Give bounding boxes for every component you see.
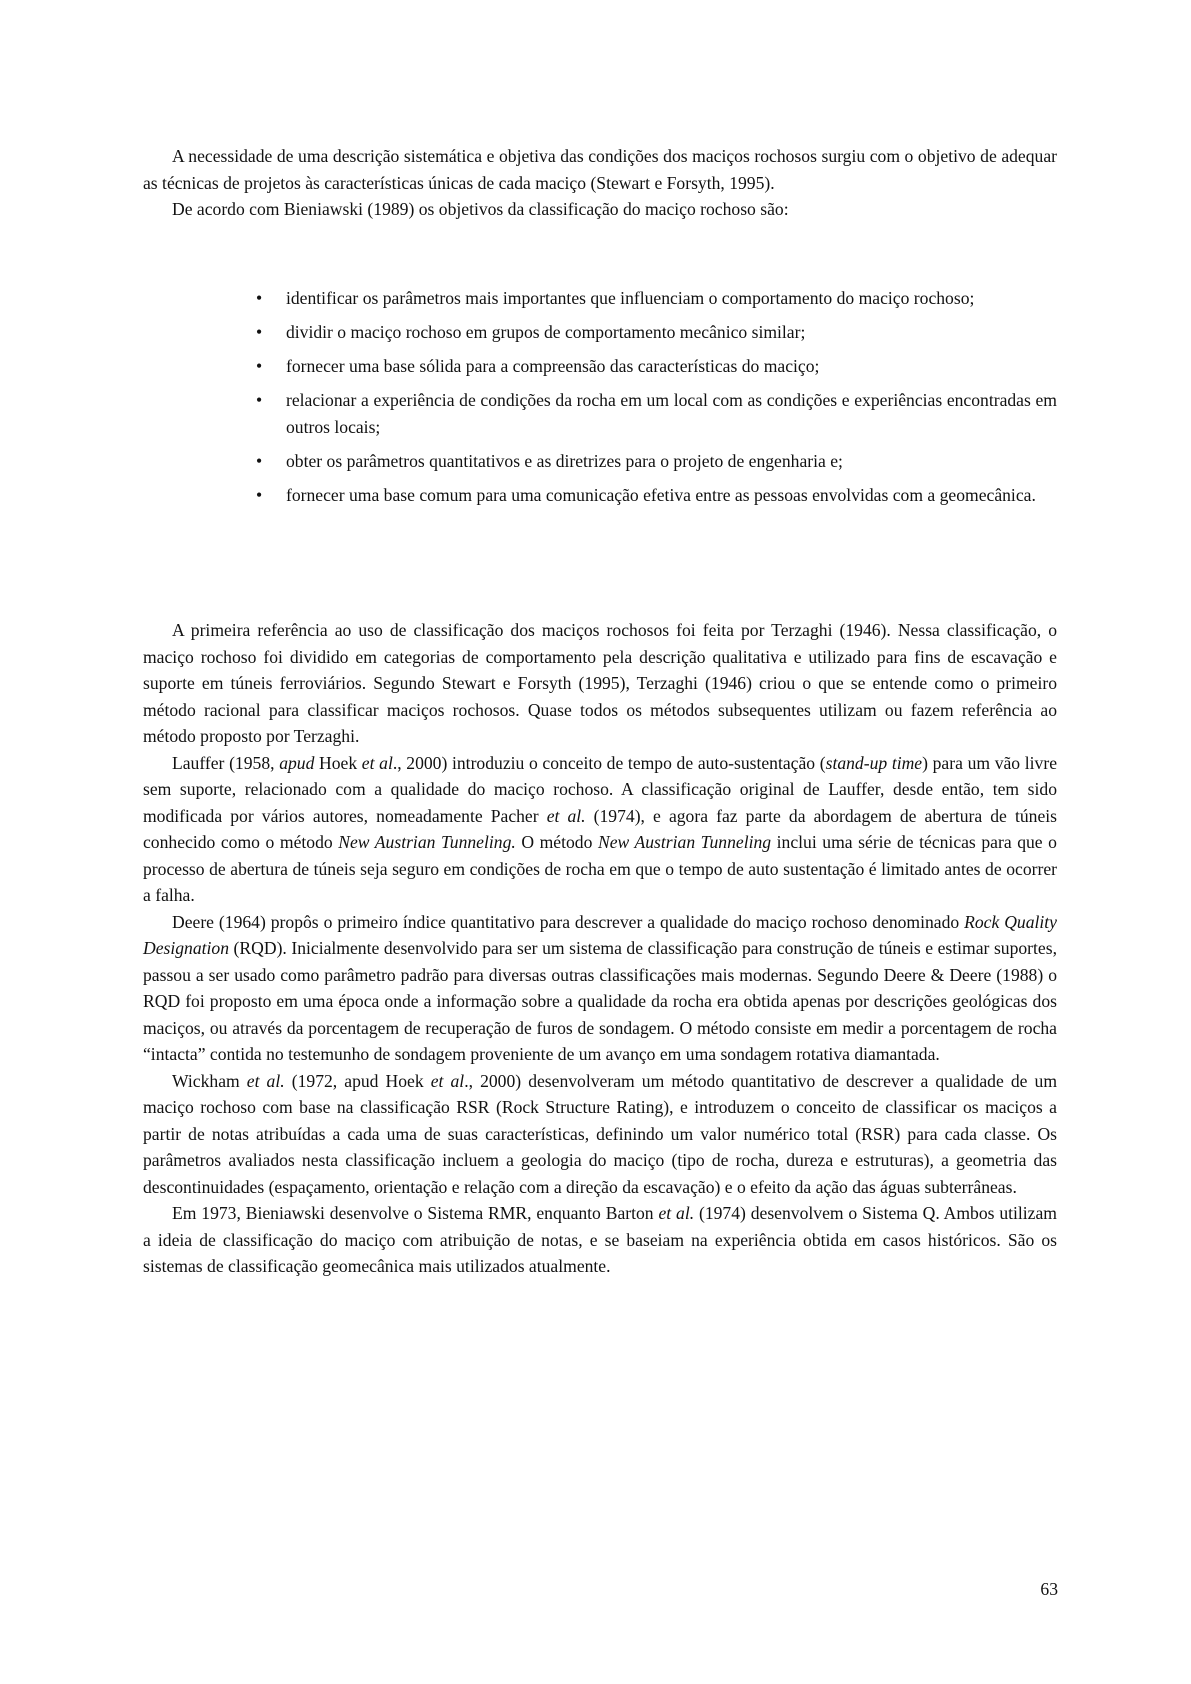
list-item <box>256 319 1057 346</box>
text-run: Deere (1964) propôs o primeiro índice quantitativo para descrever a qualidade do maciço rochoso denominado <box>172 911 965 932</box>
bullet-icon: • <box>256 322 263 342</box>
list-item-text: fornecer uma base sólida para a compreensão das características do maciço; <box>286 356 820 376</box>
deere-paragraph <box>143 909 1057 1068</box>
text-run: Em 1973, Bieniawski desenvolve o Sistema RMR, enquanto Barton <box>172 1203 659 1223</box>
bullet-icon: • <box>256 356 263 376</box>
text-run: ., 2000) desenvolveram um método quantitativo de descrever a qualidade de um maciço rochoso com base na classificação RSR (Rock Structure Rating), e introduzem o conceito de classificar os maciços a partir de notas atribuídas a cada uma de suas características, definindo um valor numérico total (RSR) para cada classe. Os parâmetros avaliados nesta classificação incluem a geologia do maciço (tipo de rocha, dureza e estruturas), a geometria das descontinuidades (espaçamento, orientação e relação com a direção da escavação) e o efeito da ação das águas subterrâneas. <box>143 1070 1058 1197</box>
text-run: Lauffer (1958, <box>172 752 280 773</box>
main-body-section <box>143 617 1057 1280</box>
text-run: inclui uma série de técnicas para que o processo de abertura de túneis seja seguro em condições de rocha em que o tempo de auto sustentação é limitado antes de ocorrer a falha. <box>143 832 1057 905</box>
list-item <box>256 285 1057 312</box>
bieniawski-barton-paragraph <box>143 1200 1057 1280</box>
italic-run: New Austrian Tunneling. <box>338 832 516 852</box>
list-item <box>256 448 1057 475</box>
italic-run: et al. <box>658 1203 695 1223</box>
italic-run: et al <box>430 1070 465 1091</box>
italic-run: et al. <box>246 1070 285 1091</box>
italic-run: et al <box>361 752 393 773</box>
italic-run: Rock Quality Designation <box>143 911 1057 958</box>
page-number: 63 <box>1040 1579 1058 1599</box>
italic-run: stand-up time <box>825 752 923 773</box>
list-item <box>256 482 1057 509</box>
text-run: Wickham <box>172 1070 247 1091</box>
text-run: Hoek <box>314 752 362 773</box>
text-run: O método <box>515 832 598 852</box>
bullet-icon: • <box>256 484 263 505</box>
italic-run: apud <box>279 752 315 773</box>
list-item-text: obter os parâmetros quantitativos e as diretrizes para o projeto de engenharia e; <box>286 450 843 471</box>
list-item <box>256 387 1057 440</box>
bullet-icon: • <box>256 288 263 308</box>
text-run: ., 2000) introduziu o conceito de tempo de auto-sustentação ( <box>392 752 826 773</box>
italic-run: New Austrian Tunneling <box>597 832 772 852</box>
bullet-icon: • <box>256 450 263 471</box>
lauffer-paragraph <box>143 750 1057 909</box>
text-run: (RQD). Inicialmente desenvolvido para ser um sistema de classificação para construção de túneis e estimar suportes, passou a ser usado como parâmetro padrão para diversas outras classificações mais modernas. Segundo Deere & Deere (1988) o RQD foi proposto em uma época onde a informação sobre a qualidade da rocha era obtida apenas por descrições geológicas dos maciços, ou através da porcentagem de recuperação de furos de sondagem. O método consiste em medir a porcentagem de rocha “intacta” contida no testemunho de sondagem proveniente de um avanço em uma sondagem rotativa diamantada. <box>143 938 1057 1064</box>
text-run: (1974), e agora faz parte da abordagem de abertura de túneis conhecido como o método <box>143 805 1057 852</box>
intro-section <box>143 143 1057 223</box>
text-run: ) para um vão livre sem suporte, relacionado com a qualidade do maciço rochoso. A classificação original de Lauffer, desde então, tem sido modificada por vários autores, nomeadamente Pacher <box>143 752 1058 826</box>
text-run: (1974) desenvolvem o Sistema Q. Ambos utilizam a ideia de classificação do maciço com atribuição de notas, e se baseiam na experiência obtida em casos históricos. São os sistemas de classificação geomecânica mais utilizados atualmente. <box>143 1203 1057 1276</box>
objectives-lead-paragraph: De acordo com Bieniawski (1989) os objetivos da classificação do maciço rochoso são: <box>172 199 789 219</box>
list-item-text: relacionar a experiência de condições da rocha em um local com as condições e experiências encontradas em outros locais; <box>286 390 1057 437</box>
bullet-icon: • <box>256 390 263 410</box>
text-run: (1972, apud Hoek <box>284 1070 431 1091</box>
objectives-list <box>256 285 1057 516</box>
list-item-text: dividir o maciço rochoso em grupos de comportamento mecânico similar; <box>286 322 806 342</box>
list-item <box>256 353 1057 380</box>
italic-run: et al. <box>546 805 586 826</box>
wickham-paragraph <box>143 1068 1057 1201</box>
terzaghi-paragraph: A primeira referência ao uso de classificação dos maciços rochosos foi feita por Terzaghi (1946). Nessa classificação, o maciço rochoso foi dividido em categorias de comportamento pela descrição qualitativa e utilizado para fins de escavação e suporte em túneis ferroviários. Segundo Stewart e Forsyth (1995), Terzaghi (1946) criou o que se entende como o primeiro método racional para classificar maciços rochosos. Quase todos os métodos subsequentes utilizam ou fazem referência ao método proposto por Terzaghi. <box>143 620 1057 746</box>
list-item-text: identificar os parâmetros mais importantes que influenciam o comportamento do maciço rochoso; <box>286 288 975 308</box>
intro-paragraph: A necessidade de uma descrição sistemática e objetiva das condições dos maciços rochosos surgiu com o objetivo de adequar as técnicas de projetos às características únicas de cada maciço (Stewart e Forsyth, 1995). <box>143 146 1057 193</box>
list-item-text: fornecer uma base comum para uma comunicação efetiva entre as pessoas envolvidas com a geomecânica. <box>286 484 1036 505</box>
